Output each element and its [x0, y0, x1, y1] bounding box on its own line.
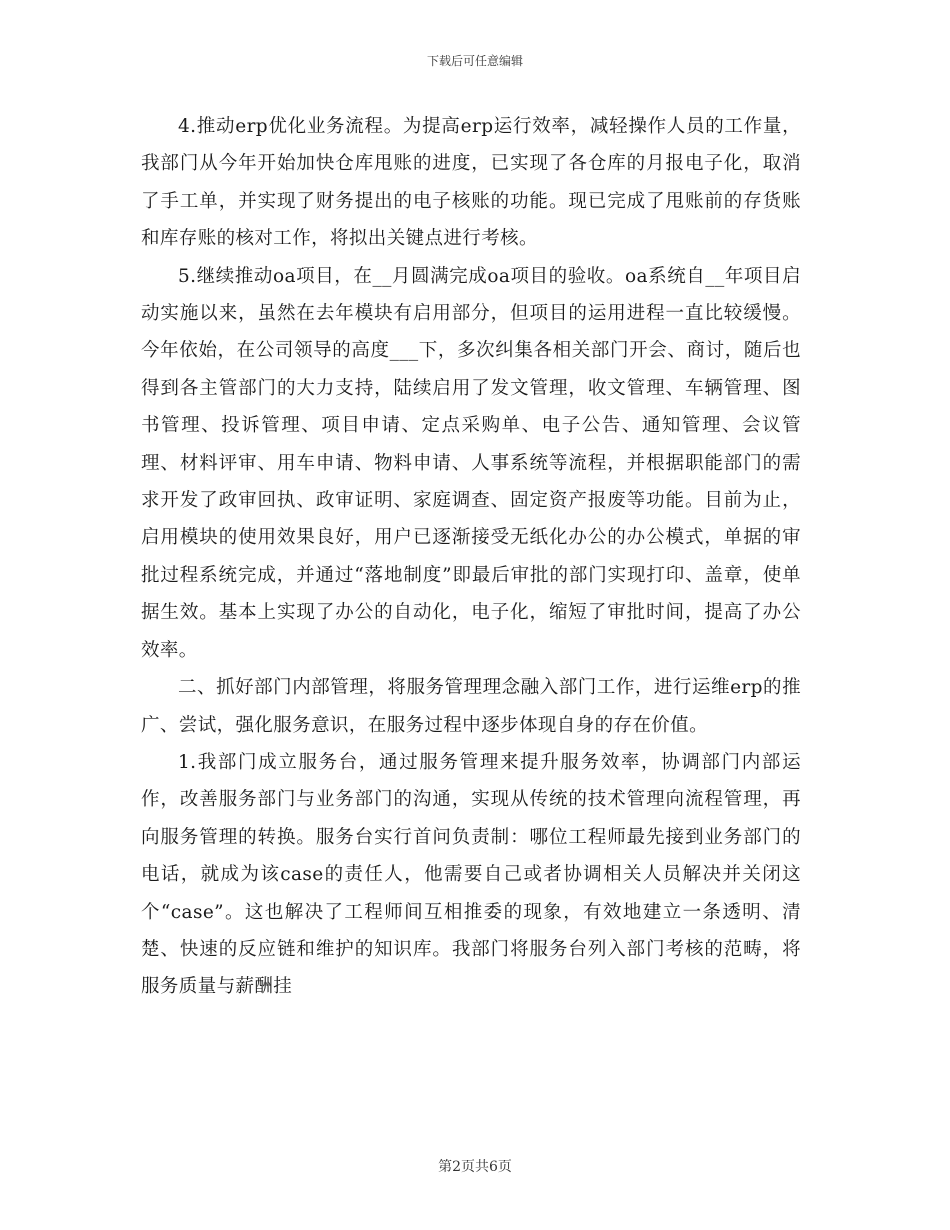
document-body	[141, 108, 801, 1006]
paragraph-oa-project: 5.继续推动oa项目，在__月圆满完成oa项目的验收。oa系统自__年项目启动实施以来，虽然在去年模块有启用部分，但项目的运用进程一直比较缓慢。今年依始，在公司领导的高度___下，多次纠集各相关部门开会、商讨，随后也得到各主管部门的大力支持，陆续启用了发文管理，收文管理、车辆管理、图书管理、投诉管理、项目申请、定点采购单、电子公告、通知管理、会议管理、材料评审、用车申请、物料申请、人事系统等流程，并根据职能部门的需求开发了政审回执、政审证明、家庭调查、固定资产报废等功能。目前为止，启用模块的使用效果良好，用户已逐渐接受无纸化办公的办公模式，单据的审批过程系统完成，并通过“落地制度”即最后审批的部门实现打印、盖章，使单据生效。基本上实现了办公的自动化，电子化，缩短了审批时间，提高了办公效率。	[141, 265, 801, 661]
paragraph-service-desk: 1.我部门成立服务台，通过服务管理来提升服务效率，协调部门内部运作，改善服务部门与业务部门的沟通，实现从传统的技术管理向流程管理，再向服务管理的转换。服务台实行首问负责制：哪位工程师最先接到业务部门的电话，就成为该case的责任人，他需要自己或者协调相关人员解决并关闭这个“case”。这也解决了工程师间互相推委的现象，有效地建立一条透明、清楚、快速的反应链和维护的知识库。我部门将服务台列入部门考核的范畴，将服务质量与薪酬挂	[141, 751, 801, 998]
paragraph-section-two-heading: 二、抓好部门内部管理，将服务管理理念融入部门工作，进行运维erp的推广、尝试，强化服务意识，在服务过程中逐步体现自身的存在价值。	[141, 677, 801, 736]
page-footer: 第2页共6页	[438, 1159, 512, 1175]
page-header: 下载后可任意编辑	[426, 54, 523, 68]
paragraph-erp-optimization: 4.推动erp优化业务流程。为提高erp运行效率，减轻操作人员的工作量，我部门从今年开始加快仓库甩账的进度，已实现了各仓库的月报电子化，取消了手工单，并实现了财务提出的电子核账的功能。现已完成了甩账前的存货账和库存账的核对工作，将拟出关键点进行考核。	[141, 116, 801, 250]
